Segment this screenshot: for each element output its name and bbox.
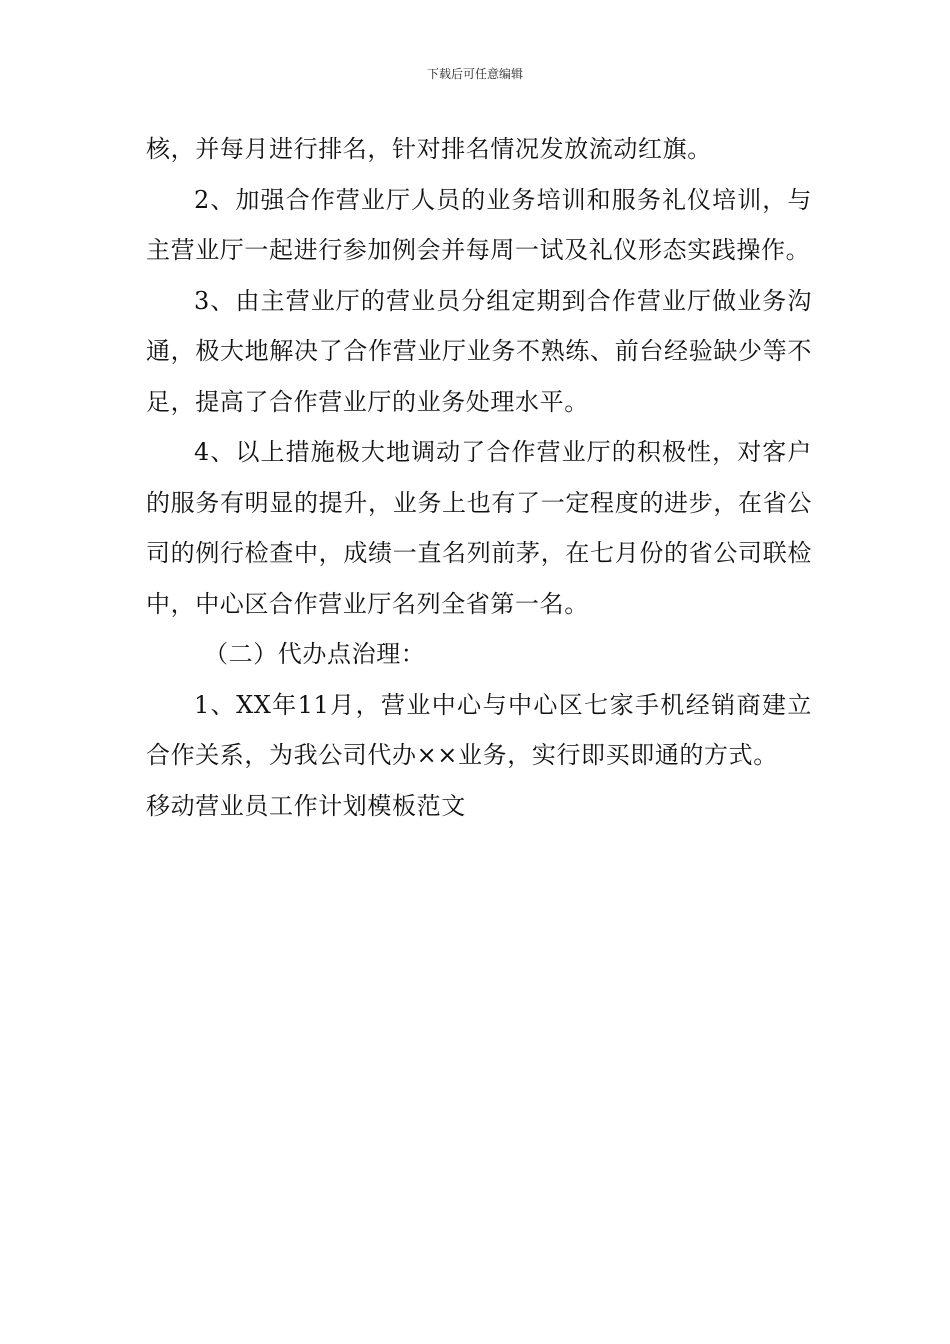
paragraph-item-1: 1、XX年11月，营业中心与中心区七家手机经销商建立合作关系，为我公司代办××业务，实行即买即通的方式。: [146, 690, 812, 769]
section-heading: （二）代办点治理：: [204, 640, 426, 668]
paragraph-item-3: 3、由主营业厅的营业员分组定期到合作营业厅做业务沟通，极大地解决了合作营业厅业务不熟练、前台经验缺少等不足，提高了合作营业厅的业务处理水平。: [146, 286, 812, 416]
page-header: 下载后可任意编辑: [426, 67, 523, 81]
document-body: [146, 124, 812, 831]
paragraph-item-2: 2、加强合作营业厅人员的业务培训和服务礼仪培训，与主营业厅一起进行参加例会并每周一试及礼仪形态实践操作。: [146, 185, 812, 264]
document-title: 移动营业员工作计划模板范文: [146, 791, 466, 820]
paragraph-continuation: 核，并每月进行排名，针对排名情况发放流动红旗。: [146, 135, 712, 163]
paragraph-item-4: 4、以上措施极大地调动了合作营业厅的积极性，对客户的服务有明显的提升，业务上也有了一定程度的进步，在省公司的例行检查中，成绩一直名列前茅，在七月份的省公司联检中，中心区合作营业厅名列全省第一名。: [146, 438, 812, 618]
